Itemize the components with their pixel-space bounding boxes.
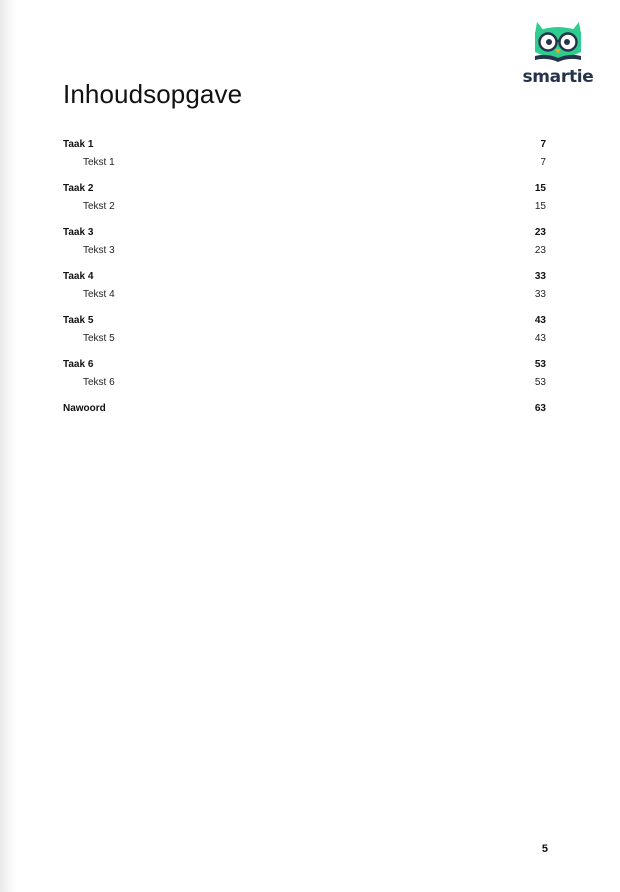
toc-entry-page: 23 xyxy=(534,227,546,238)
table-of-contents xyxy=(63,136,546,427)
toc-subentry[interactable] xyxy=(63,330,546,348)
toc-subentry-page: 33 xyxy=(534,288,546,300)
toc-entry-page: 43 xyxy=(534,315,546,326)
toc-subentry[interactable] xyxy=(63,198,546,216)
toc-section-taak-6 xyxy=(63,356,546,391)
owl-icon xyxy=(529,18,587,66)
toc-entry-page: 7 xyxy=(540,139,546,150)
toc-subentry-page: 15 xyxy=(534,200,546,212)
toc-entry[interactable] xyxy=(63,180,546,198)
page-edge-shadow xyxy=(0,0,16,892)
toc-section-taak-5 xyxy=(63,312,546,347)
toc-subentry[interactable] xyxy=(63,154,546,172)
toc-entry[interactable] xyxy=(63,400,546,418)
toc-entry-label: Nawoord xyxy=(63,403,106,414)
toc-subentry-label: Tekst 4 xyxy=(83,288,115,300)
toc-entry-page: 63 xyxy=(534,403,546,414)
page-number: 5 xyxy=(541,843,548,855)
toc-subentry-page: 7 xyxy=(540,156,546,168)
toc-entry[interactable] xyxy=(63,136,546,154)
toc-entry-label: Taak 6 xyxy=(63,359,94,370)
toc-entry[interactable] xyxy=(63,356,546,374)
toc-entry-page: 15 xyxy=(534,183,546,194)
toc-entry-label: Taak 3 xyxy=(63,227,94,238)
toc-section-taak-3 xyxy=(63,224,546,259)
toc-subentry-page: 53 xyxy=(534,376,546,388)
toc-subentry-label: Tekst 5 xyxy=(83,332,115,344)
toc-subentry-label: Tekst 2 xyxy=(83,200,115,212)
toc-subentry-label: Tekst 1 xyxy=(83,156,115,168)
toc-subentry[interactable] xyxy=(63,374,546,392)
toc-subentry-label: Tekst 3 xyxy=(83,244,115,256)
logo-wordmark: smartie xyxy=(522,67,594,87)
toc-entry-label: Taak 4 xyxy=(63,271,94,282)
toc-subentry-label: Tekst 6 xyxy=(83,376,115,388)
smartie-logo xyxy=(522,18,594,88)
toc-entry-label: Taak 5 xyxy=(63,315,94,326)
toc-entry[interactable] xyxy=(63,224,546,242)
toc-entry[interactable] xyxy=(63,312,546,330)
toc-subentry-page: 23 xyxy=(534,244,546,256)
toc-subentry[interactable] xyxy=(63,286,546,304)
toc-section-nawoord xyxy=(63,400,546,418)
toc-subentry[interactable] xyxy=(63,242,546,260)
toc-entry-label: Taak 1 xyxy=(63,139,94,150)
toc-subentry-page: 43 xyxy=(534,332,546,344)
toc-entry-page: 53 xyxy=(534,359,546,370)
toc-entry-page: 33 xyxy=(534,271,546,282)
page-title: Inhoudsopgave xyxy=(63,79,243,109)
toc-section-taak-4 xyxy=(63,268,546,303)
toc-entry[interactable] xyxy=(63,268,546,286)
toc-section-taak-1 xyxy=(63,136,546,171)
toc-entry-label: Taak 2 xyxy=(63,183,94,194)
toc-section-taak-2 xyxy=(63,180,546,215)
